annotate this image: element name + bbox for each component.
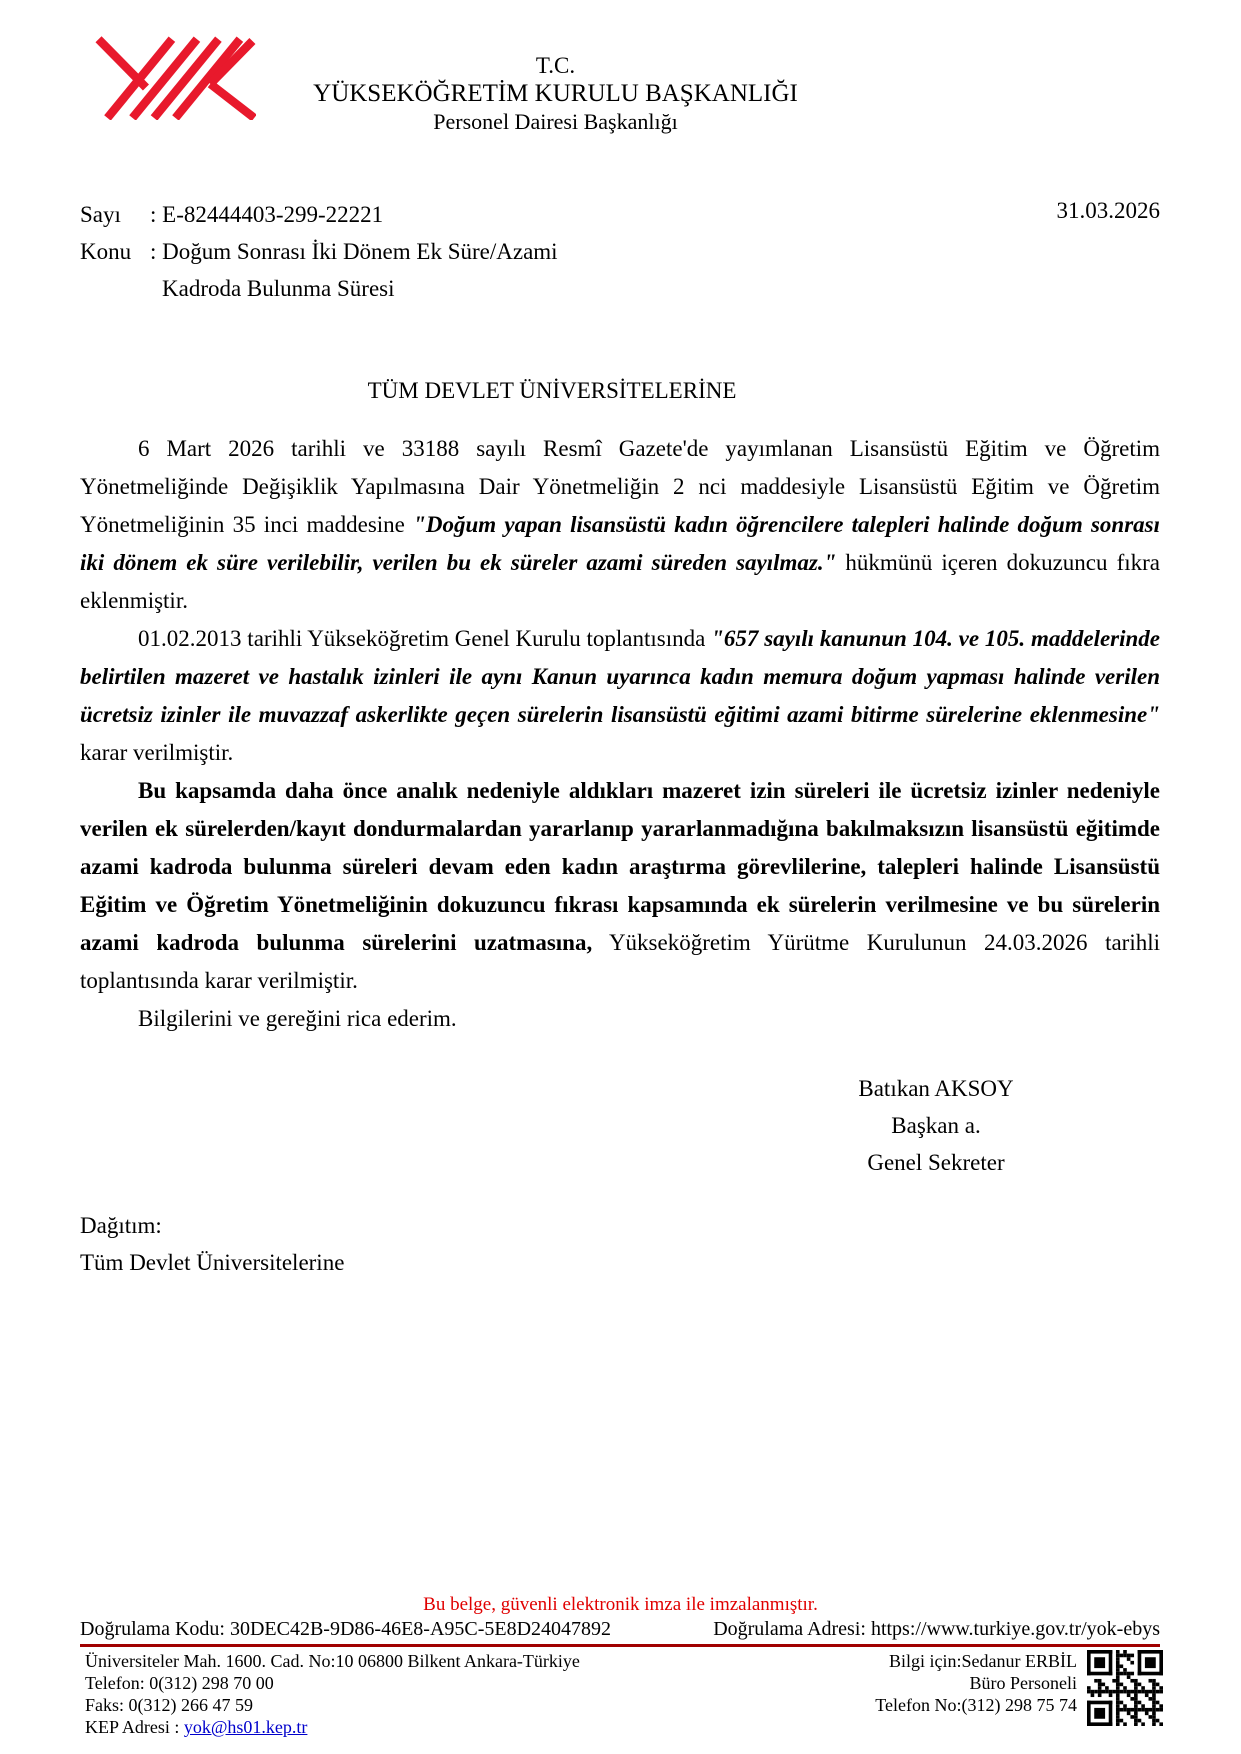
verify-row xyxy=(80,1618,1160,1641)
signer-name: Batıkan AKSOY xyxy=(858,1076,1014,1101)
info-title: Büro Personeli xyxy=(969,1673,1077,1693)
kep-address-link[interactable]: yok@hs01.kep.tr xyxy=(183,1717,308,1737)
document-date: 31.03.2026 xyxy=(1056,198,1160,223)
kep-label: KEP Adresi : xyxy=(85,1717,184,1737)
footer-divider xyxy=(80,1644,1160,1647)
signer-title-2: Genel Sekreter xyxy=(867,1150,1005,1175)
footer-fax: Faks: 0(312) 266 47 59 xyxy=(85,1695,253,1715)
qr-code-icon xyxy=(1087,1650,1163,1726)
footer-info-block xyxy=(875,1650,1077,1738)
footer-info-line xyxy=(875,1650,1077,1672)
signature-block xyxy=(776,1070,1096,1181)
paragraph-3 xyxy=(80,772,1160,1000)
signer-title-1: Başkan a. xyxy=(891,1113,981,1138)
sayi-row xyxy=(80,196,558,233)
distribution-label: Dağıtım: xyxy=(80,1213,162,1238)
konu-label: Konu xyxy=(80,239,132,264)
sayi-value: : E-82444403-299-22221 xyxy=(150,202,384,227)
recipient-line: TÜM DEVLET ÜNİVERSİTELERİNE xyxy=(367,378,737,403)
sayi-label: Sayı xyxy=(80,202,121,227)
letterhead-dept: Personel Dairesi Başkanlığı xyxy=(433,109,678,134)
paragraph-2-lead: 01.02.2013 tarihli Yükseköğretim Genel Kurulu toplantısında xyxy=(138,626,712,651)
konu-value xyxy=(150,233,558,307)
info-name: Sedanur ERBİL xyxy=(961,1651,1077,1671)
info-label: Bilgi için: xyxy=(889,1651,962,1671)
paragraph-1-lead: 6 Mart 2026 tarihli ve 33188 sayılı Resmî Gazete'de yayımlanan Lisansüstü Eğitim ve Öğretim Yönetmeliğinde Değişiklik Yapılmasına Dair Yönetmeliğin 2 nci maddesiyle Lisansüstü Eğitim ve Öğretim Yönetmeliğinin 35 inci maddesine xyxy=(80,436,1160,537)
letterhead-tc: T.C. xyxy=(535,53,576,78)
distribution-block xyxy=(80,1207,1160,1281)
footer-address: Üniversiteler Mah. 1600. Cad. No:10 06800 Bilkent Ankara-Türkiye xyxy=(85,1651,580,1671)
konu-value-line2: Kadroda Bulunma Süresi xyxy=(162,276,395,301)
footer-phone: Telefon: 0(312) 298 70 00 xyxy=(85,1673,274,1693)
letterhead xyxy=(0,52,1111,136)
paragraph-3-tail: Yükseköğretim Yürütme Kurulunun 24.03.2026 tarihli toplantısında karar verilmiştir. xyxy=(80,930,1161,993)
footer-contact-block xyxy=(85,1650,875,1738)
verify-address: Doğrulama Adresi: https://www.turkiye.gov.tr/yok-ebys xyxy=(713,1618,1160,1640)
distribution-item: Tüm Devlet Üniversitelerine xyxy=(80,1250,345,1275)
info-phone: Telefon No:(312) 298 75 74 xyxy=(875,1695,1077,1715)
verify-code: Doğrulama Kodu: 30DEC42B-9D86-46E8-A95C-5E8D24047892 xyxy=(80,1618,612,1640)
konu-value-line1: : Doğum Sonrası İki Dönem Ek Süre/Azami xyxy=(150,239,558,264)
paragraph-3-bold: Bu kapsamda daha önce analık nedeniyle aldıkları mazeret izin süreleri ile ücretsiz izinler nedeniyle verilen ek sürelerden/kayıt dondurmalardan yararlanıp yararlanmadığına bakılmaksızın lisansüstü eğitimde azami kadroda bulunma süreleri devam eden kadın araştırma görevlilerine, talepleri halinde Lisansüstü Eğitim ve Öğretim Yönetmeliğinin dokuzuncu fıkrası kapsamında ek sürelerin verilmesine ve bu sürelerin azami kadroda bulunma sürelerini uzatmasına, xyxy=(80,778,1160,955)
paragraph-1 xyxy=(80,430,1160,620)
esign-notice: Bu belge, güvenli elektronik imza ile imzalanmıştır. xyxy=(423,1594,818,1615)
konu-row xyxy=(80,233,558,307)
footer-kep-line xyxy=(85,1716,875,1738)
letter-body xyxy=(80,372,1160,1281)
letterhead-org: YÜKSEKÖĞRETİM KURULU BAŞKANLIĞI xyxy=(313,80,798,107)
paragraph-2-tail: karar verilmiştir. xyxy=(80,740,234,765)
paragraph-1-quote: "Doğum yapan lisansüstü kadın öğrencilere talepleri halinde doğum sonrası iki dönem ek süre verilebilir, verilen bu ek süreler azami süreden sayılmaz." xyxy=(80,512,1160,575)
closing-line: Bilgilerini ve gereğini rica ederim. xyxy=(138,1006,457,1031)
footer xyxy=(85,1650,1163,1738)
paragraph-1-tail: hükmünü içeren dokuzuncu fıkra eklenmiştir. xyxy=(80,550,1160,613)
paragraph-2-quote: "657 sayılı kanunun 104. ve 105. maddelerinde belirtilen mazeret ve hastalık izinleri ile aynı Kanun uyarınca kadın memura doğum yapması halinde verilen ücretsiz izinler ile muvazzaf askerlikte geçen sürelerin lisansüstü eğitimi azami bitirme sürelerine eklenmesine" xyxy=(80,626,1161,727)
paragraph-2 xyxy=(80,620,1160,772)
document-meta xyxy=(80,196,558,307)
